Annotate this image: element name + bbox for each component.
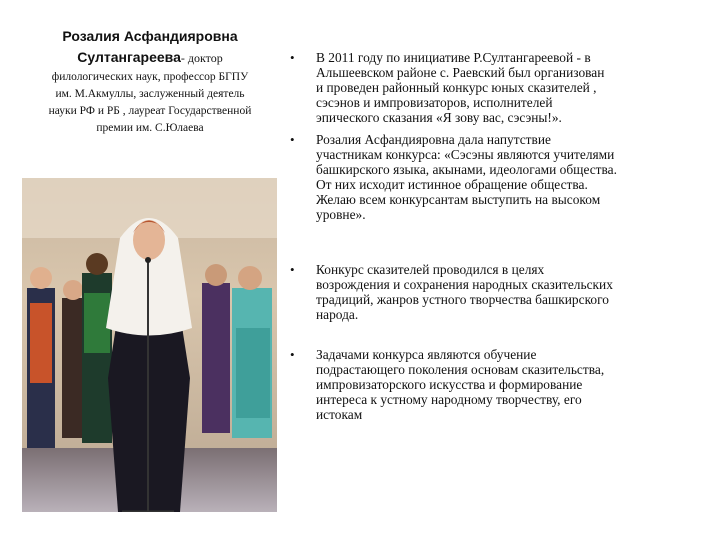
- person-detail-line: науки РФ и РБ , лауреат Государственной: [48, 105, 252, 117]
- bullet-marker: •: [290, 262, 295, 277]
- bullet-marker: •: [290, 347, 295, 362]
- person-detail-line: премии им. С.Юлаева: [96, 122, 204, 134]
- list-item: [286, 132, 706, 223]
- list-item-text: Задачами конкурса являются обучение подрастающего поколения основам сказительства, импровизаторского искусства и формирование интереса к устному народному творчеству, его истокам: [316, 347, 605, 423]
- list-item-text: Конкурс сказителей проводился в целях возрождения и сохранения народных сказительских традиций, жанров устного творчества башкирского народа.: [316, 262, 613, 323]
- stage-photo: [22, 178, 277, 512]
- person-name-first: Розалия Асфандияровна: [62, 28, 238, 44]
- list-item-text: В 2011 году по инициативе Р.Султангареевой - в Альшеевском районе с. Раевский был организован и проведен районный конкурс юных сказителей , сэсэнов и импровизаторов, исполнителей эпического сказания «Я зову вас, сэсэны!».: [316, 50, 605, 126]
- list-item: [286, 50, 706, 125]
- bullet-marker: •: [290, 50, 295, 65]
- bullet-marker: •: [290, 132, 295, 147]
- list-item-text: Розалия Асфандияровна дала напутствие участникам конкурса: «Сэсэны являются учителями башкирского языка, акынами, идеологами общества. От них исходит истинное обращение общества. Желаю всем конкурсантам выступить на высоком уровне».: [316, 132, 617, 223]
- person-name-line: [0, 46, 300, 69]
- photo-stage-speaker-icon: [22, 178, 277, 512]
- list-item: [286, 262, 706, 322]
- person-name-last: Султангареева: [77, 49, 181, 65]
- person-detail-line: филологических наук, профессор БГПУ: [51, 71, 249, 83]
- person-title-prefix: - доктор: [180, 51, 223, 65]
- photo-caption: [0, 26, 300, 137]
- list-item: [286, 347, 706, 422]
- person-detail-line: им. М.Акмуллы, заслуженный деятель: [55, 88, 245, 100]
